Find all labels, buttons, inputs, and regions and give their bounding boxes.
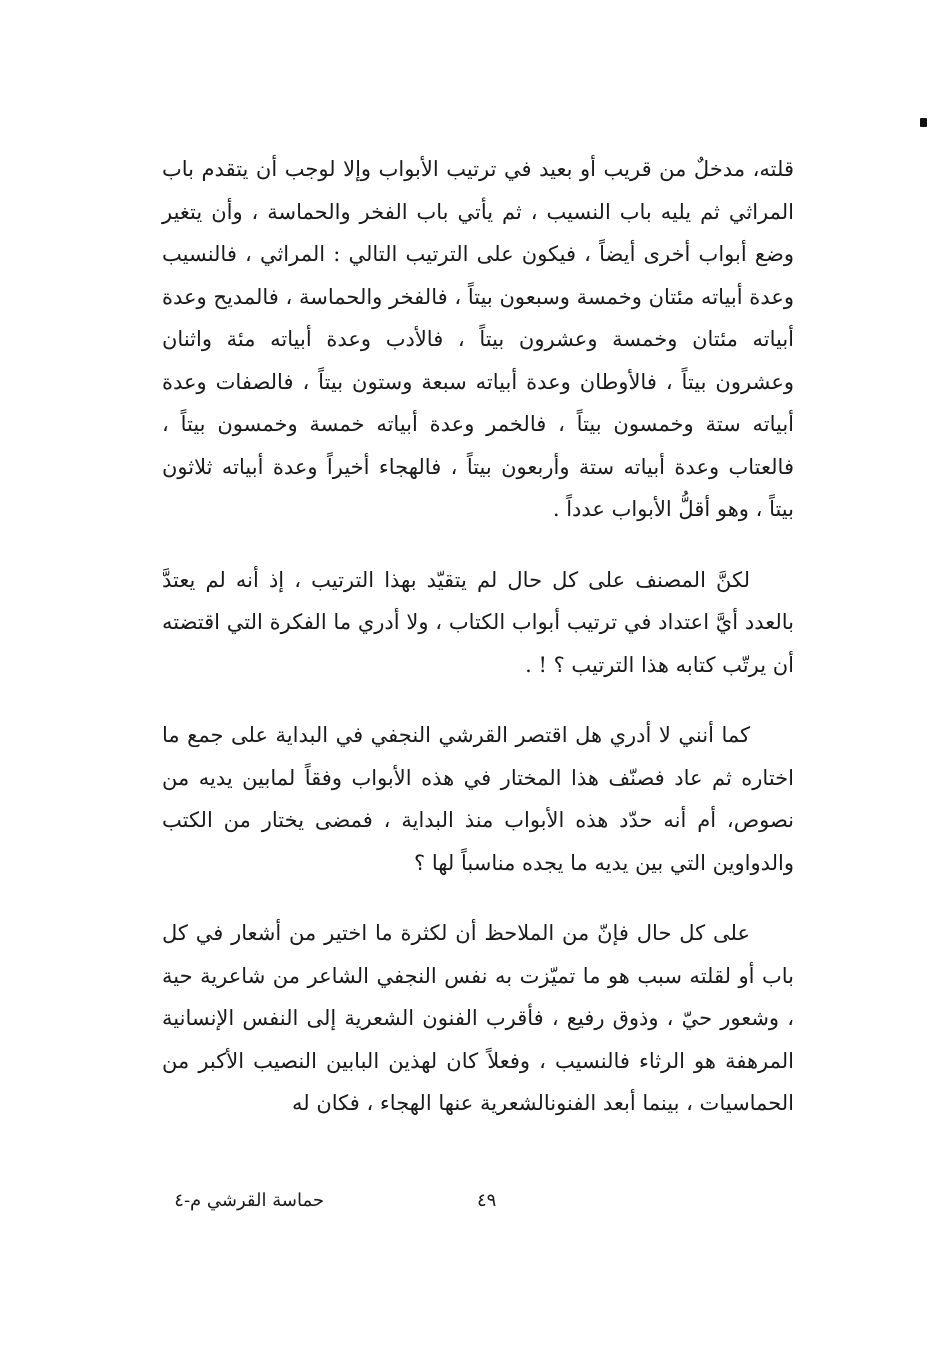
page-footer [162,1190,794,1230]
paragraph-1: قلته، مدخلٌ من قريب أو بعيد في ترتيب الأبواب وإلا لوجب أن يتقدم باب المراثي ثم يليه باب النسيب ، ثم يأتي باب الفخر والحماسة ، وأن يتغير وضع أبواب أخرى أيضاً ، فيكون على الترتيب التالي : المراثي ، فالنسيب وعدة أبياته مئتان وخمسة وسبعون بيتاً ، فالفخر والحماسة ، فالمديح وعدة أبياته مئتان وخمسة وعشرون بيتاً ، فالأدب وعدة أبياته مئة واثنان وعشرون بيتاً ، فالأوطان وعدة أبياته سبعة وستون بيتاً ، فالصفات وعدة أبياته ستة وخمسون بيتاً ، فالخمر وعدة أبياته خمسة وخمسون بيتاً ، فالعتاب وعدة أبياته ستة وأربعون بيتاً ، فالهجاء أخيراً وعدة أبياته ثلاثون بيتاً ، وهو أقلُّ الأبواب عدداً . [162,157,794,521]
page-number: ٤٩ [477,1190,497,1211]
body-text [162,148,794,1125]
paragraph-4: على كل حال فإنّ من الملاحظ أن لكثرة ما اختير من أشعار في كل باب أو لقلته سبب هو ما تميّزت به نفس النجفي الشاعر من شاعرية حية ، وشعور حيّ ، وذوق رفيع ، فأقرب الفنون الشعرية إلى النفس الإنسانية المرهفة هو الرثاء فالنسيب ، وفعلاً كان لهذين البابين النصيب الأكبر من الحماسيات ، بينما أبعد الفنونالشعرية عنها الهجاء ، فكان له [162,921,794,1115]
paragraph-2: لكنَّ المصنف على كل حال لم يتقيّد بهذا الترتيب ، إذ أنه لم يعتدَّ بالعدد أيَّ اعتداد في ترتيب أبواب الكتاب ، ولا أدري ما الفكرة التي اقتضته أن يرتّب كتابه هذا الترتيب ؟ ! . [162,567,794,677]
paragraph-3: كما أنني لا أدري هل اقتصر القرشي النجفي في البداية على جمع ما اختاره ثم عاد فصنّف هذا المختار في هذه الأبواب وفقاً لمابين يديه من نصوص، أم أنه حدّد هذه الأبواب منذ البداية ، فمضى يختار من الكتب والدواوين التي بين يديه ما يجده مناسباً لها ؟ [162,723,794,875]
book-title: حماسة القرشي م-٤ [174,1190,324,1211]
scan-mark [920,118,927,127]
